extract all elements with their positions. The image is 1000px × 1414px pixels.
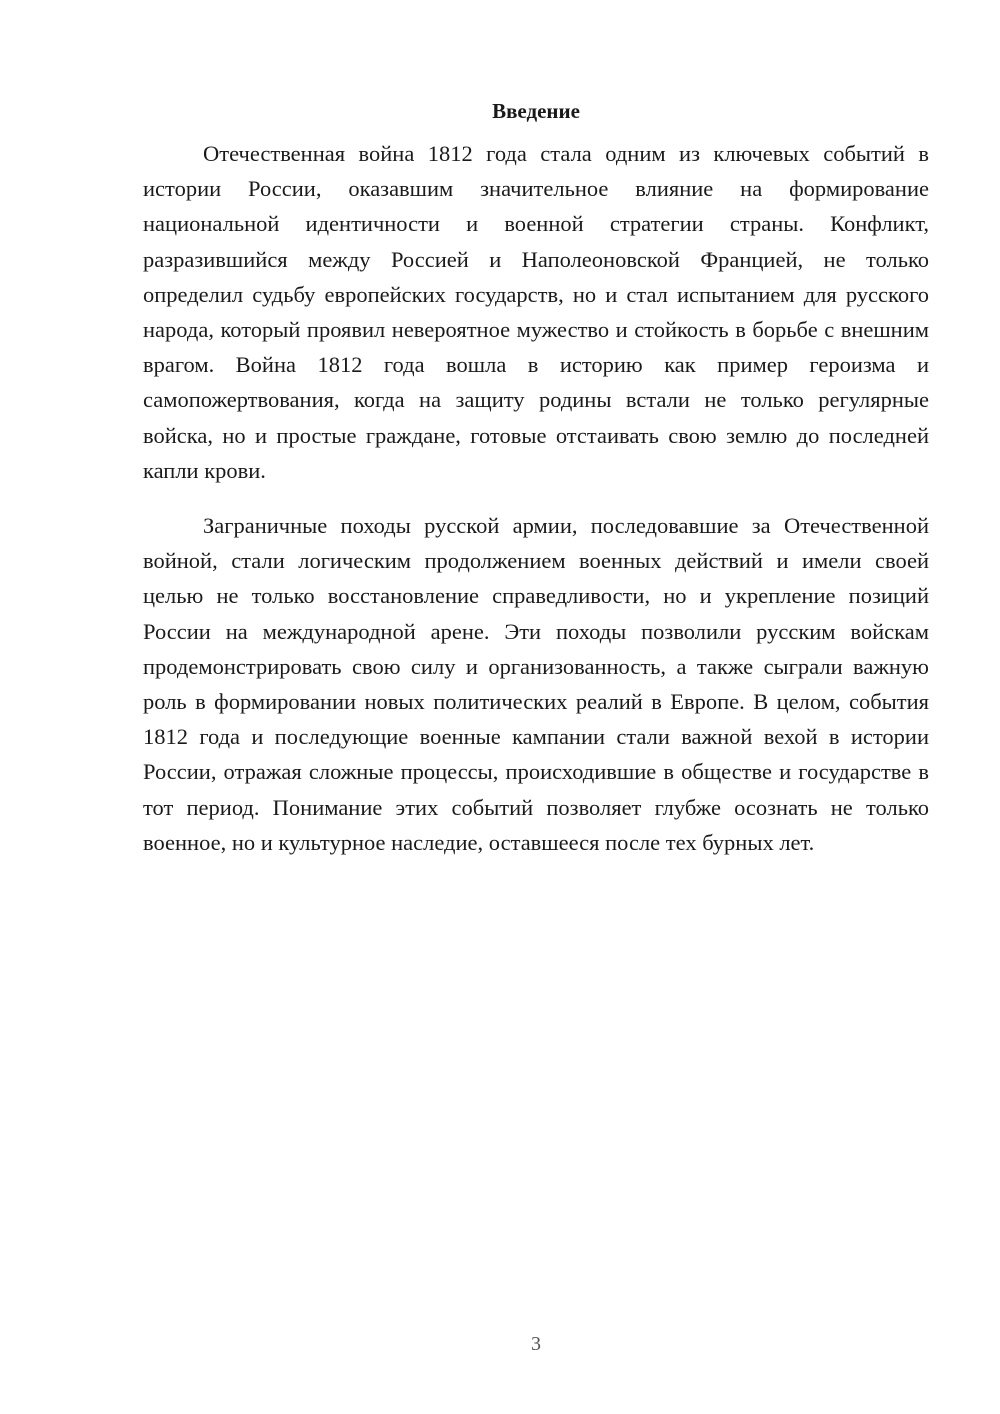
page-number: 3 xyxy=(531,1333,541,1355)
paragraph-2: Заграничные походы русской армии, последовавшие за Отечественной войной, стали логическим продолжением военных действий и имели своей целью не только восстановление справедливости, но и укрепление позиций России на международной арене. Эти походы позволили русским войскам продемонстрировать свою силу и организованность, а также сыграли важную роль в формировании новых политических реалий в Европе. В целом, события 1812 года и последующие военные кампании стали важной вехой в истории России, отражая сложные процессы, происходившие в обществе и государстве в тот период. Понимание этих событий позволяет глубже осознать не только военное, но и культурное наследие, оставшееся после тех бурных лет. xyxy=(143,513,929,855)
paragraph-1: Отечественная война 1812 года стала одним из ключевых событий в истории России, оказавшим значительное влияние на формирование национальной идентичности и военной стратегии страны. Конфликт, разразившийся между Россией и Наполеоновской Францией, не только определил судьбу европейских государств, но и стал испытанием для русского народа, который проявил невероятное мужество и стойкость в борьбе с внешним врагом. Война 1812 года вошла в историю как пример героизма и самопожертвования, когда на защиту родины встали не только регулярные войска, но и простые граждане, готовые отстаивать свою землю до последней капли крови. xyxy=(143,141,929,483)
page-content xyxy=(143,95,929,860)
section-heading: Введение xyxy=(492,99,580,123)
